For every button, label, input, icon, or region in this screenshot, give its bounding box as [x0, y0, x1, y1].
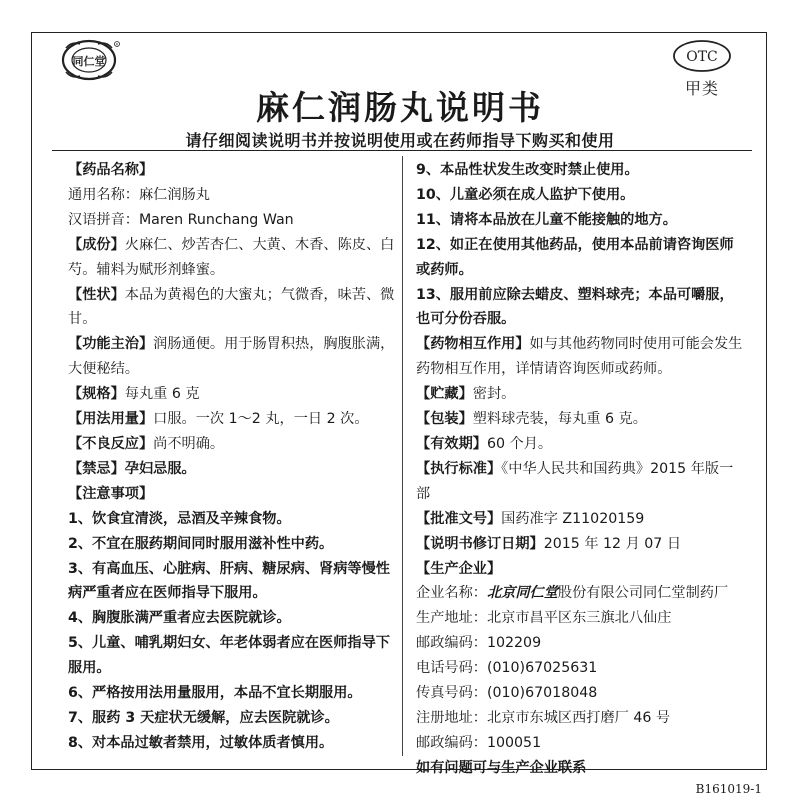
- properties-text: 本品为黄褐色的大蜜丸；气微香，味苦、微甘。: [68, 286, 395, 328]
- company-brand: 北京同仁堂: [486, 585, 558, 602]
- registered-mark: R: [115, 42, 119, 47]
- precaution-item: 3、有高血压、心脏病、肝病、糖尿病、肾病等慢性病严重者应在医师指导下服用。: [68, 560, 390, 602]
- precaution-item: 1、饮食宜清淡，忌酒及辛辣食物。: [68, 510, 291, 527]
- storage-text: 密封。: [472, 386, 516, 403]
- precaution-item: 12、如正在使用其他药品，使用本品前请咨询医师或药师。: [416, 236, 734, 278]
- usage-text: 口服。一次 1～2 丸，一日 2 次。: [153, 411, 369, 428]
- approval-text: 国药准字 Z11020159: [501, 510, 645, 527]
- header-divider: [52, 150, 752, 151]
- composition-label: 【成份】: [68, 236, 125, 253]
- standard-text: 《中华人民共和国药典》2015 年版一部: [416, 460, 734, 502]
- precaution-item: 5、儿童、哺乳期妇女、年老体弱者应在医师指导下服用。: [68, 635, 390, 677]
- adverse-text: 尚不明确。: [153, 435, 225, 452]
- company-rest: 股份有限公司同仁堂制药厂: [557, 585, 729, 602]
- spec-label: 【规格】: [68, 386, 125, 403]
- contact-note: 如有问题可与生产企业联系: [416, 759, 587, 776]
- indications: [68, 332, 400, 382]
- indications-label: 【功能主治】: [68, 336, 154, 353]
- document-code: B161019-1: [695, 782, 762, 796]
- standard-label: 【执行标准】: [416, 460, 502, 477]
- right-column: [416, 158, 746, 781]
- revision-date: [416, 532, 746, 557]
- otc-class: 甲类: [684, 79, 719, 98]
- drug-name-heading: 【药品名称】: [68, 162, 154, 178]
- approval-number: [416, 507, 746, 532]
- precautions-heading: 【注意事项】: [68, 485, 154, 502]
- brand-seal-text: 同仁堂: [72, 55, 106, 68]
- page-title: 麻仁润肠丸说明书: [256, 88, 544, 127]
- properties: [68, 283, 400, 333]
- precaution-item: 10、儿童必须在成人监护下使用。: [416, 186, 635, 203]
- composition-text: 火麻仁、炒苦杏仁、大黄、木香、陈皮、白芍。辅料为赋形剂蜂蜜。: [68, 236, 395, 278]
- postal-code: 邮政编码：102209: [416, 635, 542, 652]
- validity-label: 【有效期】: [416, 435, 487, 452]
- contra-label: 【禁忌】: [68, 460, 125, 477]
- company-prefix: 企业名称：: [416, 585, 487, 602]
- page-subtitle: 请仔细阅读说明书并按说明使用或在药师指导下购买和使用: [185, 131, 615, 150]
- revision-label: 【说明书修订日期】: [416, 535, 544, 552]
- adverse-label: 【不良反应】: [68, 435, 154, 452]
- package-text: 塑料球壳装，每丸重 6 克。: [472, 411, 647, 428]
- company-name: [416, 581, 746, 606]
- contra-text: 孕妇忌服。: [124, 460, 196, 477]
- fax-number: 传真号码：(010)67018048: [416, 685, 598, 702]
- approval-label: 【批准文号】: [416, 510, 502, 527]
- package: [416, 407, 746, 432]
- package-label: 【包装】: [416, 411, 473, 428]
- otc-label: OTC: [686, 49, 718, 65]
- validity-text: 60 个月。: [486, 435, 553, 452]
- production-address: 生产地址：北京市昌平区东三旗北八仙庄: [416, 610, 672, 627]
- precaution-item: 2、不宜在服药期间同时服用滋补性中药。: [68, 535, 334, 552]
- phone-number: 电话号码：(010)67025631: [416, 660, 598, 677]
- storage-label: 【贮藏】: [416, 386, 473, 403]
- interactions-label: 【药物相互作用】: [416, 336, 530, 353]
- usage: [68, 407, 400, 432]
- adverse-reactions: [68, 432, 400, 457]
- properties-label: 【性状】: [68, 286, 125, 303]
- contraindications: [68, 457, 400, 482]
- storage: [416, 382, 746, 407]
- revision-text: 2015 年 12 月 07 日: [543, 535, 682, 552]
- indications-text: 润肠通便。用于肠胃积热，胸腹胀满，大便秘结。: [68, 336, 395, 378]
- precaution-item: 7、服药 3 天症状无缓解，应去医院就诊。: [68, 709, 339, 726]
- left-column: [68, 158, 400, 756]
- standard: [416, 457, 746, 507]
- generic-name: 通用名称：麻仁润肠丸: [68, 186, 210, 203]
- column-divider: [402, 156, 403, 756]
- composition: [68, 233, 400, 283]
- precaution-item: 11、请将本品放在儿童不能接触的地方。: [416, 211, 677, 228]
- spec-text: 每丸重 6 克: [124, 386, 200, 403]
- precaution-item: 9、本品性状发生改变时禁止使用。: [416, 162, 639, 178]
- interactions-text: 如与其他药物同时使用可能会发生药物相互作用，详情请咨询医师或药师。: [416, 336, 743, 378]
- pinyin-name: 汉语拼音：Maren Runchang Wan: [68, 211, 294, 228]
- brand-seal-logo: [60, 38, 120, 82]
- precaution-item: 4、胸腹胀满严重者应去医院就诊。: [68, 610, 291, 627]
- manufacturer-heading: 【生产企业】: [416, 560, 502, 577]
- usage-label: 【用法用量】: [68, 411, 154, 428]
- registered-address: 注册地址：北京市东城区西打磨厂 46 号: [416, 709, 671, 726]
- postal-code: 邮政编码：100051: [416, 734, 542, 751]
- otc-badge: [672, 39, 732, 73]
- specification: [68, 382, 400, 407]
- precaution-item: 13、服用前应除去蜡皮、塑料球壳；本品可嚼服，也可分份吞服。: [416, 286, 734, 328]
- precaution-item: 8、对本品过敏者禁用，过敏体质者慎用。: [68, 734, 334, 751]
- validity: [416, 432, 746, 457]
- precaution-item: 6、严格按用法用量服用，本品不宜长期服用。: [68, 685, 362, 702]
- interactions: [416, 332, 746, 382]
